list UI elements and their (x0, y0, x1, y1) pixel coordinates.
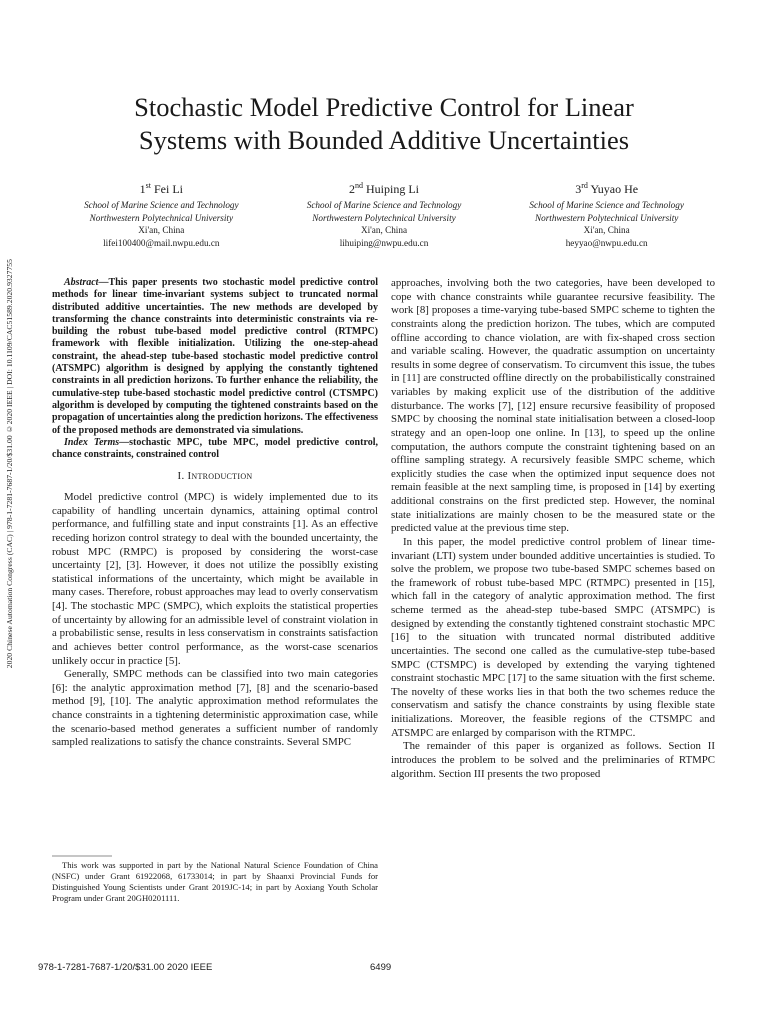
body-paragraph: approaches, involving both the two categories, have been developed to cope with chance constraints while guarantee recursive feasibility. The work [8] proposes a time-varying tube-based SMPC scheme to tighten the constraints along the prediction horizon. The tubes, which are computed offline according to chance violation, are with fix-shaped cross section and variable scaling. However, the quadratic assumption on uncertainty results in some degree of conservatism. To circumvent this issue, the tubes in [11] are constructed offline directly on the probabilistically constrained variables by making explicit use of the distribution of the additive disturbance. The works [7], [12] ensure recursive feasibility of proposed SMPC by choosing the nominal state initialisation between a closed-loop strategy and an open-loop one online. In [13], to speed up the online computation, the authors compute the constraint tightening based on an offline sampling strategy. A recursively feasible SMPC scheme, which explicitly studies the case when the optimized input sequence does not remain feasible at the next sampling time, is proposed in [14] by exerting additional constrains on the first predicted step. However, the nominal state initializations are mainly chosen to be the measured state or the predicted value at the previous time step. (391, 277, 715, 535)
abstract (52, 277, 378, 437)
right-column (391, 277, 715, 781)
abstract-text: —This paper presents two stochastic model predictive control methods for linear time-invariant systems subject to truncated normal distributed additive uncertainties. The new methods are developed by transforming the chance constraints into deterministic constraints via re-building the robust tube-based model predictive control (RTMPC) framework with flexible initialization. Utilizing the one-step-ahead constraint, the ahead-step tube-based stochastic model predictive control (ATSMPC) algorithm is designed by applying the constantly tightened constraints in all prediction horizons. To further enhance the reliability, the cumulative-step tube-based stochastic model predictive control (CTSMPC) algorithm is developed by computing the tightened constraints based on the propagation of uncertainties along the prediction horizons. The effectiveness of the proposed methods are demonstrated via simulations. (52, 277, 378, 436)
page-number: 6499 (370, 962, 392, 973)
author-1: 1st Fei Li School of Marine Science and Technology Northwestern Polytechnical University Xi'an, China lifei100400@mail.nwpu.edu.cn (50, 177, 273, 249)
side-publication-text: 2020 Chinese Automation Congress (CAC) | 978-1-7281-7687-1/20/$31.00 ©2020 IEEE | DOI: 10.1109/CAC51589.2020.9327755 (4, 259, 14, 669)
author-2: 2nd Huiping Li School of Marine Science and Technology Northwestern Polytechnical University Xi'an, China lihuiping@nwpu.edu.cn (273, 177, 496, 249)
author-email[interactable]: heyyao@nwpu.edu.cn (565, 237, 648, 248)
funding-footnote (52, 860, 378, 904)
footer-isbn: 978-1-7281-7687-1/20/$31.00 2020 IEEE (38, 962, 213, 973)
abstract-label: Abstract (64, 277, 99, 288)
title-line-1: Stochastic Model Predictive Control for Linear (134, 92, 634, 122)
author-name: Yuyao He (590, 182, 639, 196)
author-department: School of Marine Science and Technology (306, 200, 462, 210)
footnote-divider (52, 855, 378, 857)
author-city: Xi'an, China (138, 225, 185, 235)
index-terms (52, 437, 378, 462)
author-university: Northwestern Polytechnical University (312, 212, 456, 223)
author-city: Xi'an, China (583, 225, 630, 235)
index-terms-label: Index Terms (64, 436, 120, 448)
left-column (52, 277, 378, 750)
body-paragraph: In this paper, the model predictive control problem of linear time-invariant (LTI) system under bounded additive uncertainties is studied. To solve the problem, we propose two tube-based SMPC schemes based on the framework of robust tube-based MPC (RTMPC) presented in [15], which fall in the category of analytic approximation method. The first scheme termed as the ahead-step tube-based SMPC (ATSMPC) is designed by extending the constantly tightened constraint stochastic MPC [16] to the situation with truncated normal distributed additive uncertainties. The second one called as the cumulative-step tube-based SMPC (CTSMPC) is developed by extending the varying tightened constraint stochastic MPC [17] to the same situation with the first scheme. The novelty of these works lies in that both the two schemes reduce the conservatism and satisfy the chance constraints by using flexible state initializations. Moreover, the feasible regions of the CTSMPC and ATSMPC are enlarged by comparison with the RTMPC. (391, 535, 715, 739)
author-3: 3rd Yuyao He School of Marine Science and Technology Northwestern Polytechnical University Xi'an, China heyyao@nwpu.edu.cn (495, 177, 718, 249)
index-terms-text: —stochastic MPC, tube MPC, model predictive control, chance constraints, constrained control (52, 436, 378, 461)
author-name: Huiping Li (366, 182, 419, 196)
footnote-text: This work was supported in part by the National Natural Science Foundation of China (NSFC) under Grant 61922068, 61733014; in part by Shaanxi Provincial Funds for Distinguished Young Scientists under Grant 2019JC-14; in part by Aoxiang Youth Scholar Program under Grant 20GH0201111. (52, 860, 378, 903)
paper-title (40, 91, 728, 157)
body-paragraph: The remainder of this paper is organized as follows. Section II introduces the problem to be solved and the preliminaries of RTMPC algorithm. Section III presents the two proposed (391, 740, 715, 780)
body-paragraph: Model predictive control (MPC) is widely implemented due to its capability of handling uncertain dynamics, attaining optimal control performance, and fulfilling state and input constraints [1]. As an effective receding horizon control strategy to deal with the bounded uncertainty, the robust MPC (RMPC) is proposed by considering the worst-case uncertainty [2], [3]. However, it does not utilize the possiblly existing statistical informations of the uncertainty, which might be available in many cases. Therefore, robust approaches may lead to overly conservatism [4]. The stochastic MPC (SMPC), which exploits the statistical properties of uncertainty by allowing for an admissible level of constraint violation in a probabilistic sense, results in less conservatism in constraints satisfaction and achieves better control performance, as the worst-case scenarios unlikely occur in practice [5]. (52, 491, 378, 667)
body-paragraph: Generally, SMPC methods can be classified into two main categories [6]: the analytic approximation method [7], [8] and the scenario-based method [9], [10]. The analytic approximation method reformulates the chance constraints in a tightening deterministic approximation case, while the scenario-based method generates a sufficient number of randomly sampled realizations to satisfy the chance constraints. Several SMPC (52, 668, 378, 749)
section-heading-introduction: I. Introduction (177, 470, 253, 483)
author-city: Xi'an, China (360, 225, 408, 235)
author-university: Northwestern Polytechnical University (89, 212, 234, 223)
author-department: School of Marine Science and Technology (529, 200, 684, 210)
author-email[interactable]: lihuiping@nwpu.edu.cn (339, 237, 429, 248)
title-line-2: Systems with Bounded Additive Uncertainties (138, 125, 630, 155)
author-department: School of Marine Science and Technology (84, 200, 239, 210)
author-block (50, 177, 718, 249)
author-name: Fei Li (154, 182, 183, 196)
author-email[interactable]: lifei100400@mail.nwpu.edu.cn (103, 237, 220, 248)
side-publication-info (0, 259, 18, 669)
author-university: Northwestern Polytechnical University (534, 212, 679, 223)
